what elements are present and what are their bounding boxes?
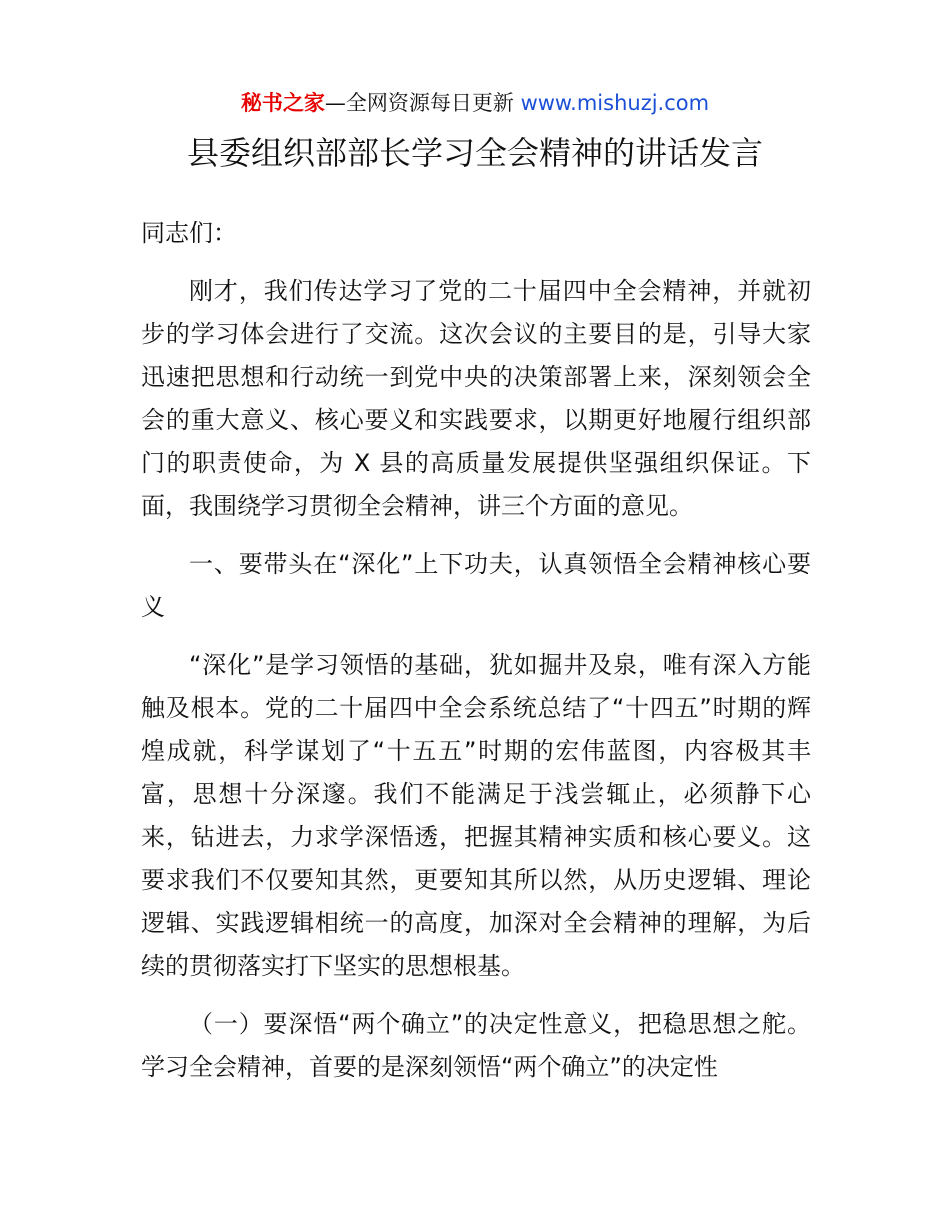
site-brand: 秘书之家 [240,91,325,115]
paragraph-deepen: “深化”是学习领悟的基础，犹如掘井及泉，唯有深入方能触及根本。党的二十届四中全会系统总结了“十四五”时期的辉煌成就，科学谋划了“十五五”时期的宏伟蓝图，内容极其丰富，思想十分深邃。我们不能满足于浅尝辄止，必须静下心来，钻进去，力求学深悟透，把握其精神实质和核心要义。这要求我们不仅要知其然，更要知其所以然，从历史逻辑、理论逻辑、实践逻辑相统一的高度，加深对全会精神的理解，为后续的贯彻落实打下坚实的思想根基。 [141,651,811,980]
document-body [141,212,811,1104]
document-title: 县委组织部部长学习全会精神的讲话发言 [186,134,763,172]
section-heading-1: 一、要带头在“深化”上下功夫，认真领悟全会精神核心要义 [141,550,811,621]
site-tagline: —全网资源每日更新 [324,91,521,115]
site-header [0,88,950,118]
salutation: 同志们： [141,219,237,247]
paragraph-intro: 刚才，我们传达学习了党的二十届四中全会精神，并就初步的学习体会进行了交流。这次会议的主要目的是，引导大家迅速把思想和行动统一到党中央的决策部署上来，深刻领会全会的重大意义、核心要义和实践要求，以期更好地履行组织部门的职责使命，为 X 县的高质量发展提供坚强组织保证。下面，我围绕学习贯彻全会精神，讲三个方面的意见。 [141,277,811,520]
site-url-link[interactable]: www.mishuzj.com [520,91,710,115]
subsection-1: （一）要深悟“两个确立”的决定性意义，把稳思想之舵。学习全会精神，首要的是深刻领悟“两个确立”的决定性 [141,1010,811,1081]
